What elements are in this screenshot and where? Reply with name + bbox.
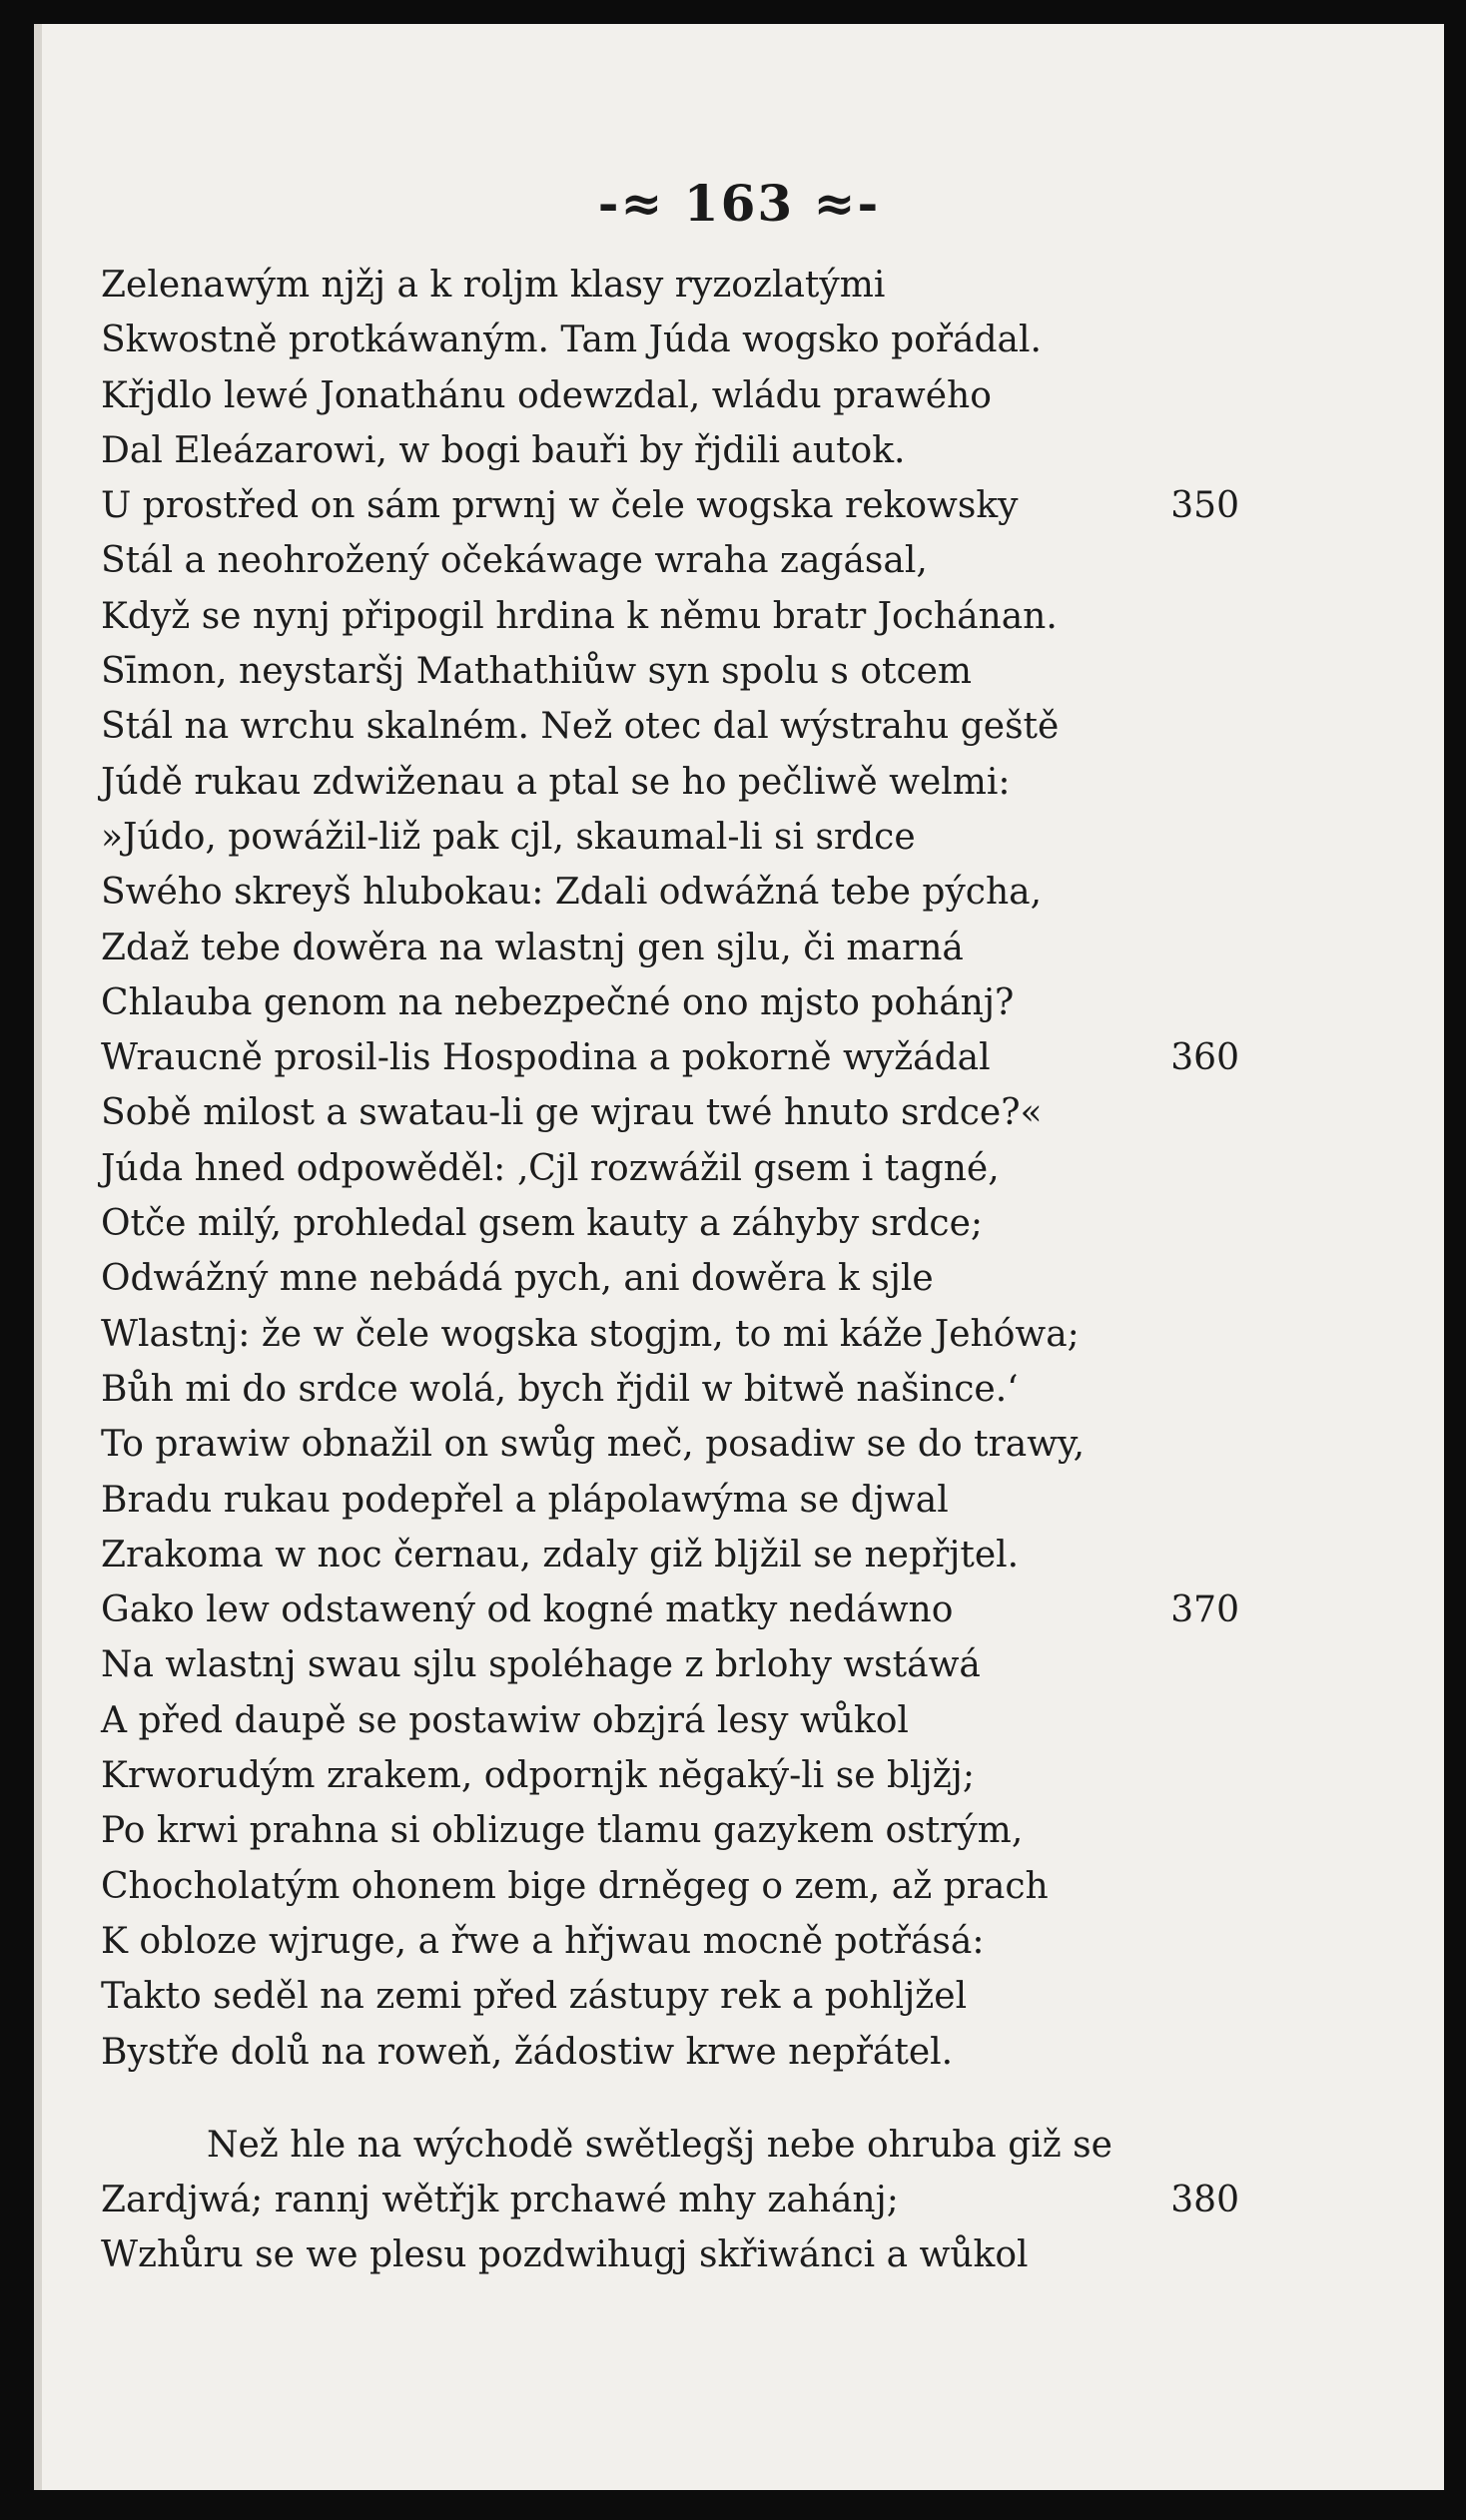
poem-line — [101, 1196, 1239, 1251]
poem-line — [101, 2227, 1239, 2282]
poem-line — [101, 1362, 1239, 1417]
poem-line-text: Zardjwá; rannj wětřjk prchawé mhy zahánj; — [101, 2180, 899, 2221]
poem-line-text: Zrakoma w noc černau, zdaly giž bljžil se nepřjtel. — [101, 1534, 1020, 1575]
poem-line — [101, 1251, 1239, 1306]
poem-line-text: Swého skreyš hlubokau: Zdali odwážná tebe pýcha, — [101, 872, 1043, 914]
poem-line-text: Otče milý, prohledal gsem kauty a záhyby srdce; — [101, 1203, 984, 1245]
poem-line — [101, 589, 1239, 644]
poem-line — [101, 1528, 1239, 1582]
poem-line-text: Krworudým zrakem, odpornjk nĕgaký-li se bljžj; — [101, 1755, 975, 1797]
poem-line-text: Chlauba genom na nebezpečné ono mjsto pohánj? — [101, 981, 1015, 1023]
line-number: 360 — [1170, 1037, 1239, 1079]
poem-line — [101, 1859, 1239, 1914]
poem-line-text: Křjdlo lewé Jonathánu odewzdal, wládu prawého — [101, 374, 992, 416]
poem-line — [101, 1473, 1239, 1528]
poem-line — [101, 1914, 1239, 1969]
poem-line-text: U prostřed on sám prwnj w čele wogska rekowsky — [101, 485, 1019, 527]
poem-line-text: Než hle na wýchodě swětlegšj nebe ohruba giž se — [207, 2124, 1112, 2166]
poem-line — [101, 921, 1239, 975]
poem-line-text: Bystře dolů na roweň, žádostiw krwe nepřátel. — [101, 2031, 954, 2073]
poem-line-text: Zelenawým njžj a k roljm klasy ryzozlatými — [101, 265, 886, 306]
poem-line-text: »Júdo, powážil-liž pak cjl, skaumal-li si srdce — [101, 816, 916, 858]
poem-line-text: Chocholatým ohonem bige drněgeg o zem, až prach — [101, 1865, 1049, 1907]
poem-line — [101, 1030, 1239, 1085]
poem-line — [101, 1307, 1239, 1362]
poem-line-text: Odwážný mne nebádá pych, ani dowěra k sjle — [101, 1258, 934, 1300]
line-number: 350 — [1170, 485, 1239, 527]
poem-line — [101, 423, 1239, 478]
poem-line-text: Bůh mi do srdce wolá, bych řjdil w bitwě našince.‘ — [101, 1368, 1019, 1410]
poem-line — [101, 1637, 1239, 1692]
poem-line-text: Takto seděl na zemi před zástupy rek a pohljžel — [101, 1976, 968, 2018]
poem-line-text: Wzhůru se we plesu pozdwihugj skřiwánci a wůkol — [101, 2234, 1029, 2276]
poem-line — [101, 368, 1239, 423]
poem-line — [101, 755, 1239, 810]
poem-line-text: To prawiw obnažil on swůg meč, posadiw se do trawy, — [101, 1424, 1086, 1466]
poem-line — [101, 1969, 1239, 2024]
poem-line-text: Gako lew odstawený od kogné matky nedáwno — [101, 1589, 954, 1631]
poem-line — [101, 1748, 1239, 1803]
poem-line — [101, 975, 1239, 1030]
poem-line-text: Na wlastnj swau sjlu spoléhage z brlohy wstáwá — [101, 1644, 981, 1686]
poem-line-text: Stál a neohrožený očekáwage wraha zagásal, — [101, 540, 928, 582]
poem-line-text: Zdaž tebe dowěra na wlastnj gen sjlu, či marná — [101, 927, 964, 968]
poem-line — [101, 1803, 1239, 1858]
poem-line-text: Dal Eleázarowi, w bogi bauři by řjdili autok. — [101, 429, 906, 471]
poem-line — [101, 1693, 1239, 1748]
poem-line-text: Wraucně prosil-lis Hospodina a pokorně wyžádal — [101, 1037, 991, 1079]
poem-line-text: Wlastnj: že w čele wogska stogjm, to mi káže Jehówa; — [101, 1313, 1080, 1355]
poem-text — [101, 258, 1239, 2283]
poem-line-text: Sobě milost a swatau-li ge wjrau twé hnuto srdce?« — [101, 1092, 1043, 1134]
poem-line — [101, 1417, 1239, 1472]
poem-line — [101, 1141, 1239, 1196]
poem-line — [101, 2118, 1239, 2173]
poem-line — [101, 1582, 1239, 1637]
poem-line-text: Stál na wrchu skalném. Než otec dal wýstrahu geště — [101, 706, 1060, 748]
line-number: 380 — [1170, 2180, 1239, 2221]
poem-line — [101, 644, 1239, 699]
page-number-header: -≈ 163 ≈- — [597, 174, 881, 233]
poem-line-text: Když se nynj připogil hrdina k němu bratr Jochánan. — [101, 595, 1058, 637]
poem-line — [101, 1085, 1239, 1140]
page-edge-shadow — [34, 24, 42, 2490]
poem-line — [101, 699, 1239, 754]
poem-line — [101, 810, 1239, 865]
poem-stanza-1 — [101, 258, 1239, 2080]
poem-line — [101, 258, 1239, 313]
book-page — [34, 24, 1444, 2490]
poem-line — [101, 533, 1239, 588]
poem-line — [101, 2173, 1239, 2227]
poem-line-text: Skwostně protkáwaným. Tam Júda wogsko pořádal. — [101, 319, 1042, 361]
poem-line — [101, 2025, 1239, 2080]
poem-line — [101, 313, 1239, 367]
stanza-gap — [101, 2080, 1239, 2118]
line-number: 370 — [1170, 1589, 1239, 1631]
poem-line — [101, 478, 1239, 533]
poem-line-text: Júdě rukau zdwiženau a ptal se ho pečliwě welmi: — [101, 761, 1011, 803]
poem-line — [101, 865, 1239, 920]
poem-line-text: Júda hned odpowěděl: ‚Cjl rozwážil gsem i tagné, — [101, 1147, 1000, 1189]
poem-line-text: A před daupě se postawiw obzjrá lesy wůkol — [101, 1699, 909, 1741]
poem-line-text: K obloze wjruge, a řwe a hřjwau mocně potřásá: — [101, 1920, 985, 1962]
poem-line-text: Bradu rukau podepřel a plápolawýma se djwal — [101, 1479, 949, 1521]
poem-stanza-2 — [101, 2118, 1239, 2283]
poem-line-text: Sīmon, neystaršj Mathathiůw syn spolu s otcem — [101, 651, 973, 693]
poem-line-text: Po krwi prahna si oblizuge tlamu gazykem ostrým, — [101, 1810, 1024, 1852]
